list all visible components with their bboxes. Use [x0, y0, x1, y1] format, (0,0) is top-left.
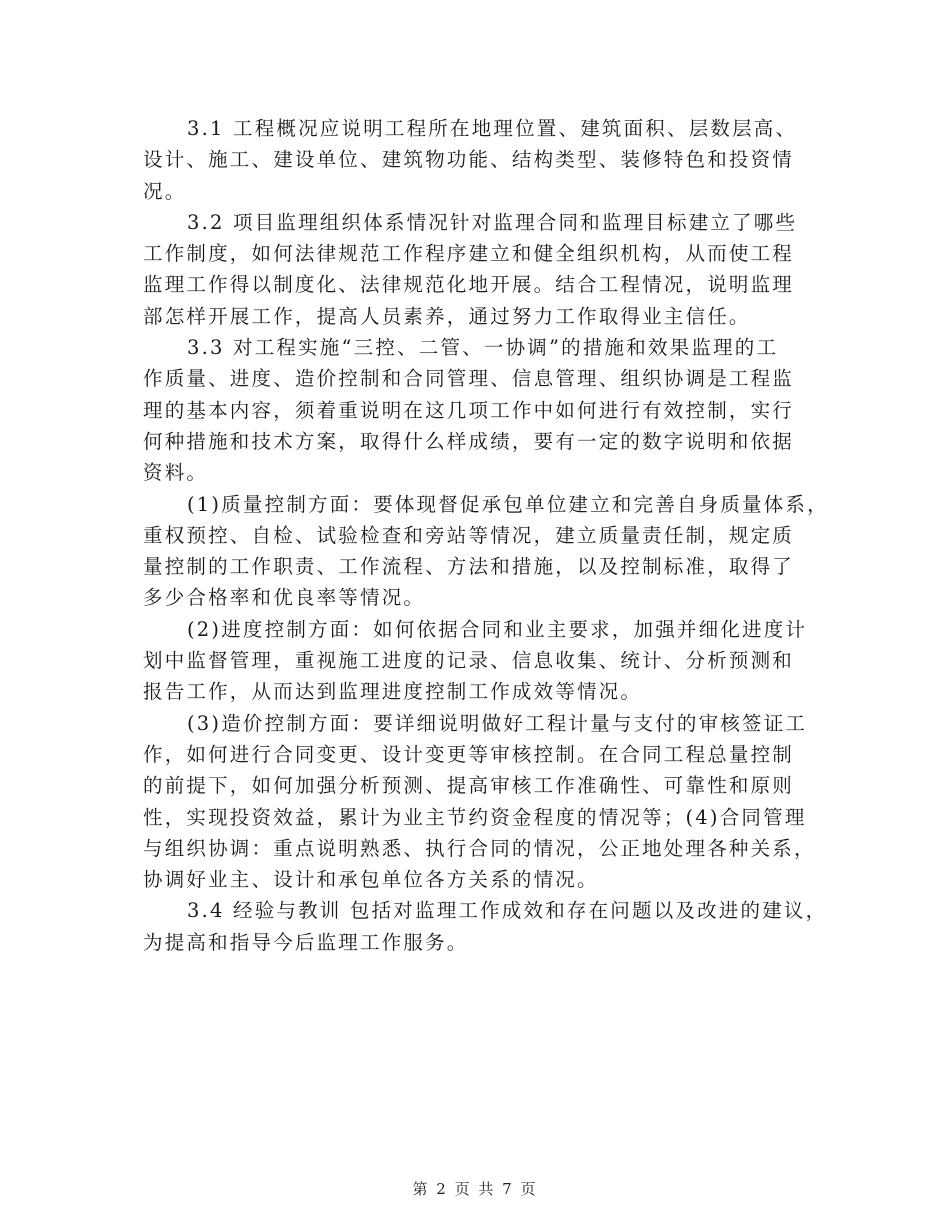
- text-line: 3.1 工程概况应说明工程所在地理位置、建筑面积、层数层高、: [187, 117, 798, 140]
- text-line: 性，实现投资效益，累计为业主节约资金程度的情况等；(4)合同管理: [143, 805, 807, 829]
- text-line: (1)质量控制方面：要体现督促承包单位建立和完善自身质量体系，: [187, 492, 829, 516]
- paragraph-3-4: [143, 895, 828, 958]
- text-line: 资料。: [143, 461, 209, 485]
- paragraph-cost-control: [143, 708, 816, 896]
- paragraph-3-2: [143, 207, 811, 332]
- text-line: 为提高和指导今后监理工作服务。: [143, 930, 469, 954]
- paragraph-schedule-control: [143, 614, 811, 708]
- text-line: 监理工作得以制度化、法律规范化地开展。结合工程情况，说明监理: [143, 273, 795, 297]
- text-line: 部怎样开展工作，提高人员素养，通过努力工作取得业主信任。: [143, 304, 751, 328]
- text-line: 重权预控、自检、试验检查和旁站等情况，建立质量责任制，规定质: [143, 523, 795, 547]
- text-line: 况。: [143, 179, 187, 203]
- paragraph-3-3: [143, 332, 811, 488]
- document-body: [143, 113, 829, 958]
- page-number-footer: 第 2 页 共 7 页: [412, 1180, 538, 1198]
- text-line: 多少合格率和优良率等情况。: [143, 586, 426, 610]
- text-line: 工作制度，如何法律规范工作程序建立和健全组织机构，从而使工程: [143, 242, 795, 266]
- text-line: 3.2 项目监理组织体系情况针对监理合同和监理目标建立了哪些: [187, 210, 798, 234]
- text-line: 与组织协调：重点说明熟悉、执行合同的情况，公正地处理各种关系，: [143, 836, 816, 860]
- text-line: 划中监督管理，重视施工进度的记录、信息收集、统计、分析预测和: [143, 649, 795, 673]
- paragraph-quality-control: [143, 489, 829, 614]
- text-line: 何种措施和技术方案，取得什么样成绩，要有一定的数字说明和依据: [143, 429, 795, 453]
- text-line: 作，如何进行合同变更、设计变更等审核控制。在合同工程总量控制: [143, 742, 795, 766]
- text-line: 协调好业主、设计和承包单位各方关系的情况。: [143, 868, 599, 892]
- text-line: (3)造价控制方面：要详细说明做好工程计量与支付的审核签证工: [187, 711, 808, 735]
- text-line: 3.4 经验与教训 包括对监理工作成效和存在问题以及改进的建议，: [187, 899, 828, 923]
- text-line: 的前提下，如何加强分析预测、提高审核工作准确性、可靠性和原则: [143, 774, 795, 798]
- text-line: 3.3 对工程实施“三控、二管、一协调”的措施和效果监理的工: [187, 336, 779, 360]
- text-line: 设计、施工、建设单位、建筑物功能、结构类型、装修特色和投资情: [143, 148, 795, 172]
- text-line: 作质量、进度、造价控制和合同管理、信息管理、组织协调是工程监: [143, 367, 795, 391]
- text-line: 量控制的工作职责、工作流程、方法和措施，以及控制标准，取得了: [143, 555, 795, 579]
- text-line: 报告工作，从而达到监理进度控制工作成效等情况。: [143, 680, 643, 704]
- paragraph-3-1: [143, 113, 811, 207]
- text-line: (2)进度控制方面：如何依据合同和业主要求，加强并细化进度计: [187, 617, 808, 641]
- text-line: 理的基本内容，须着重说明在这几项工作中如何进行有效控制，实行: [143, 398, 795, 422]
